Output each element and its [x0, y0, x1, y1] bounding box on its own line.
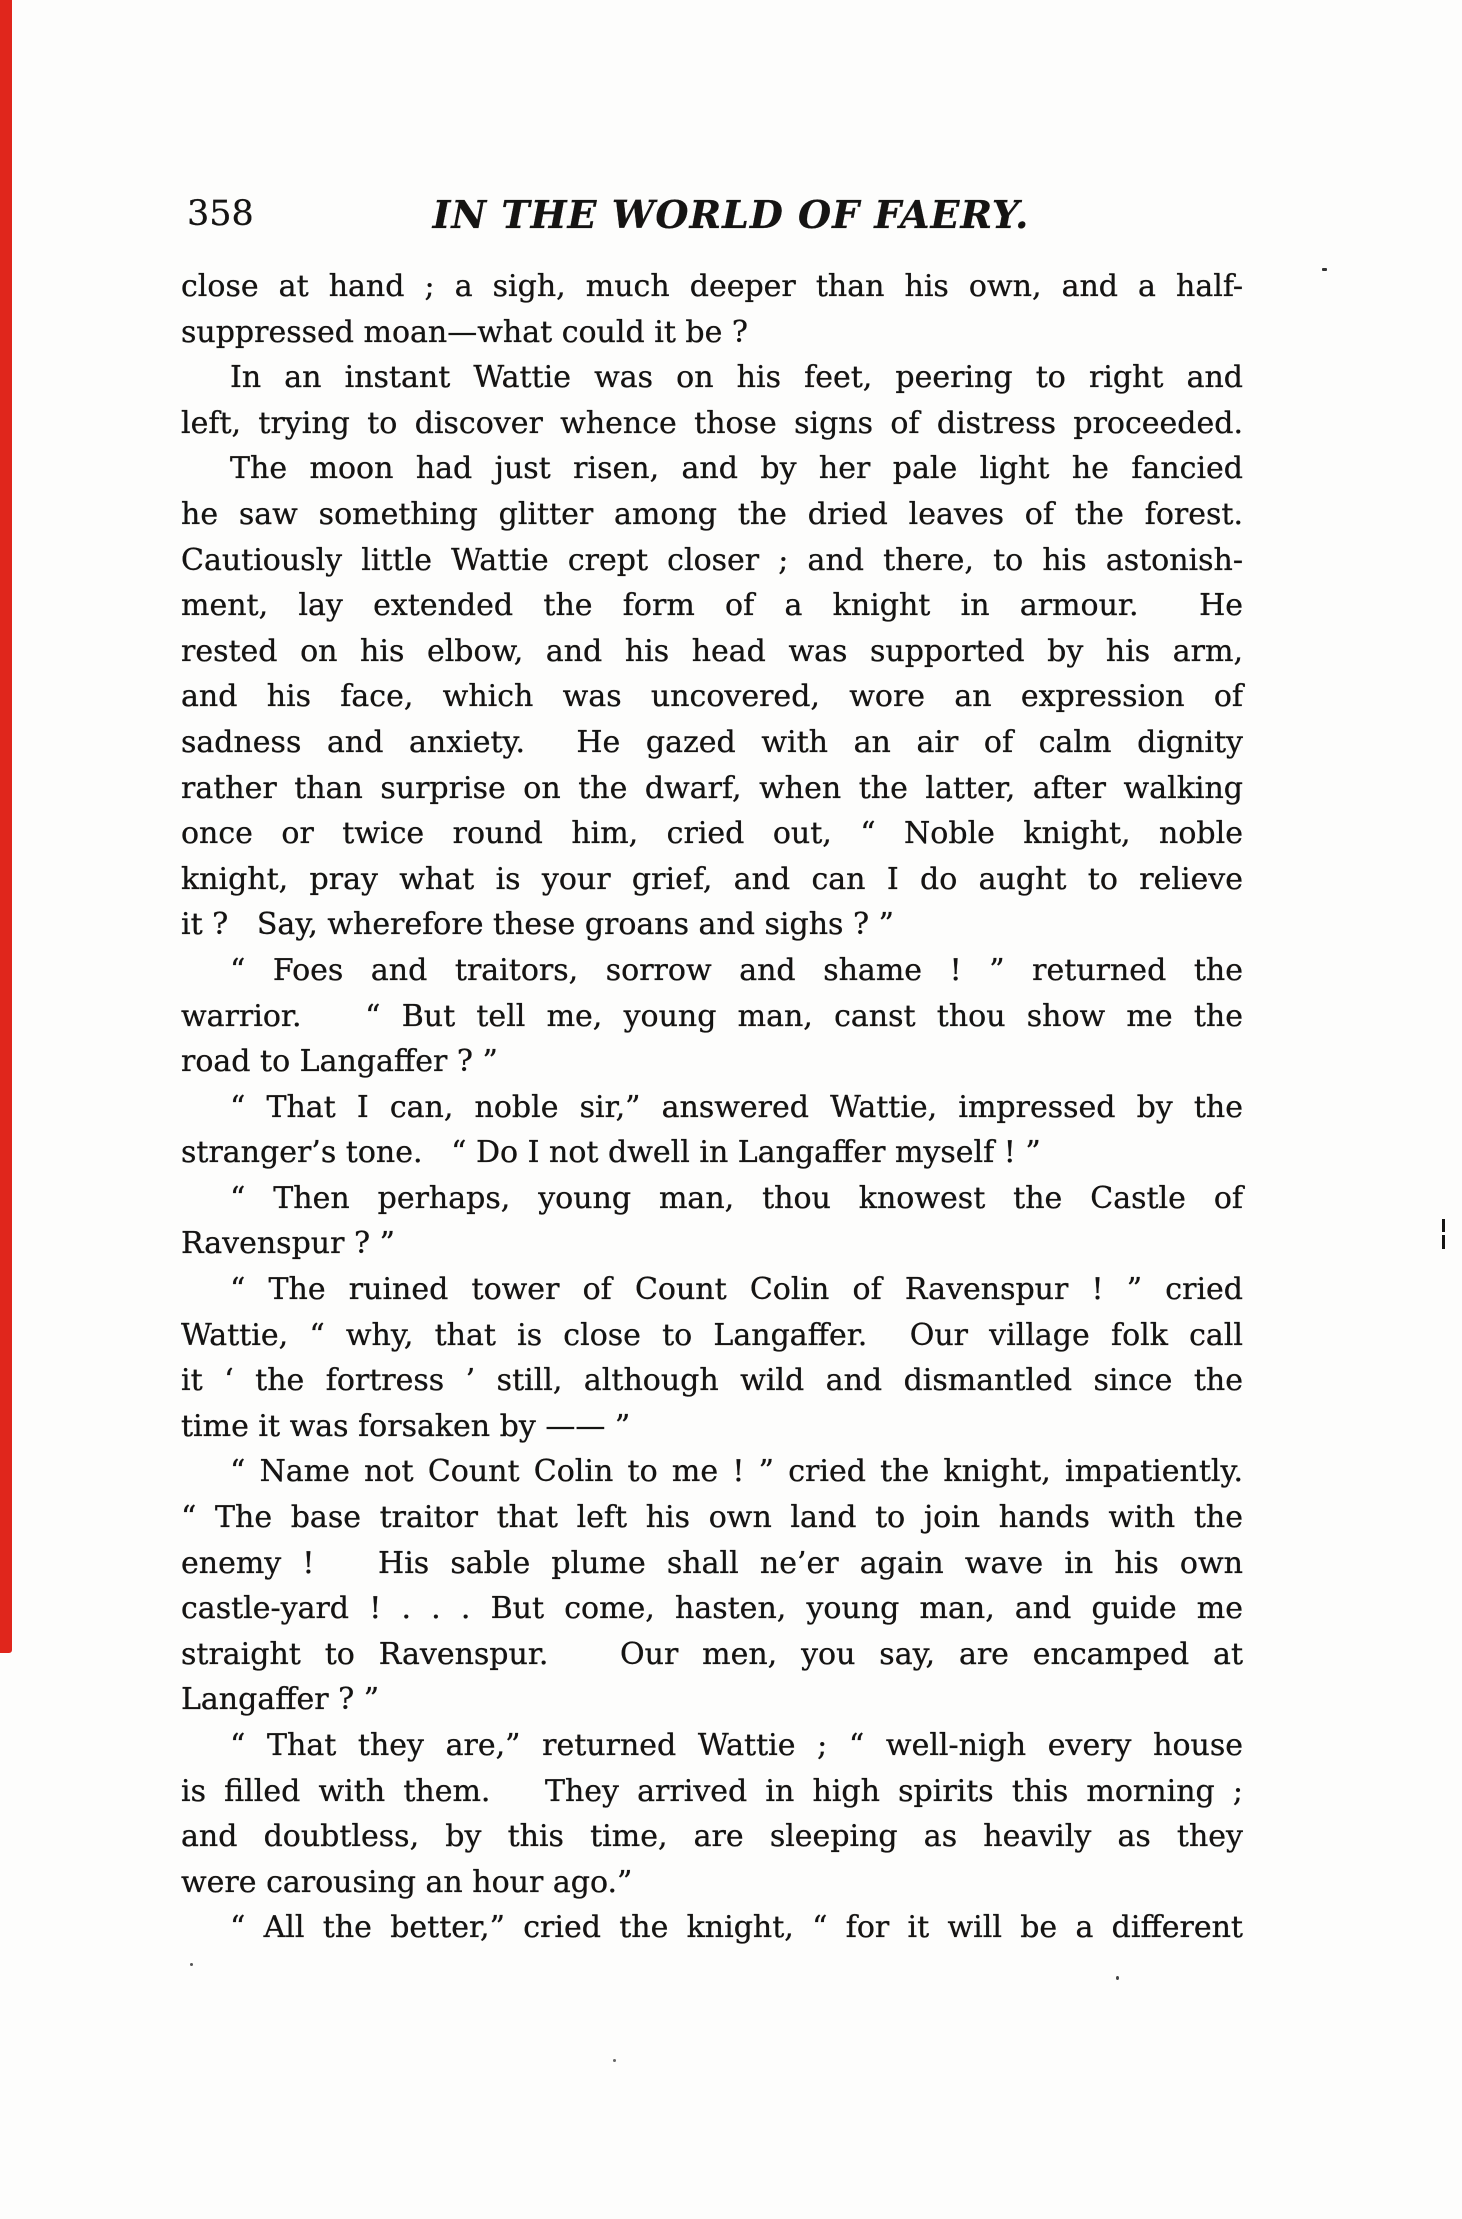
text-line: In an instant Wattie was on his feet, peering to right and	[230, 360, 1243, 396]
scan-speck	[613, 2059, 616, 2062]
margin-mark	[1442, 1219, 1445, 1249]
page-header	[0, 192, 1462, 240]
text-line: were carousing an hour ago.”	[181, 1864, 633, 1900]
text-line: “ Then perhaps, young man, thou knowest the Castle of	[230, 1180, 1243, 1216]
running-title: IN THE WORLD OF FAERY.	[432, 192, 1030, 237]
text-line: “ Foes and traitors, sorrow and shame ! ” returned the	[230, 952, 1243, 988]
text-line: “ That they are,” returned Wattie ; “ well-nigh every house	[230, 1728, 1243, 1763]
text-line: rested on his elbow, and his head was supported by his arm,	[181, 633, 1243, 669]
text-line: The moon had just risen, and by her pale light he fancied	[230, 451, 1243, 487]
text-line: Wattie, “ why, that is close to Langaffer. Our village folk call	[181, 1317, 1243, 1353]
text-line: and doubtless, by this time, are sleeping as heavily as they	[181, 1819, 1243, 1855]
text-line: it ‘ the fortress ’ still, although wild and dismantled since the	[181, 1363, 1243, 1399]
scan-speck	[1116, 1976, 1119, 1980]
text-line: “ That I can, noble sir,” answered Wattie, impressed by the	[230, 1089, 1243, 1125]
text-line: enemy ! His sable plume shall ne’er again wave in his own	[181, 1545, 1243, 1581]
text-line: Ravenspur ? ”	[181, 1226, 395, 1262]
text-line: Cautiously little Wattie crept closer ; and there, to his astonish-	[181, 542, 1243, 578]
text-line: “ The ruined tower of Count Colin of Ravenspur ! ” cried	[230, 1272, 1243, 1308]
scan-speck	[1322, 268, 1327, 271]
text-line: left, trying to discover whence those signs of distress proceeded.	[181, 405, 1243, 441]
text-line: ment, lay extended the form of a knight in armour. He	[181, 588, 1243, 624]
text-line: it ? Say, wherefore these groans and sighs ? ”	[181, 907, 894, 943]
text-line: straight to Ravenspur. Our men, you say, are encamped at	[181, 1636, 1243, 1672]
text-line: is filled with them. They arrived in high spirits this morning ;	[181, 1773, 1243, 1809]
scan-edge-red-strip	[0, 0, 12, 1653]
text-line: once or twice round him, cried out, “ Noble knight, noble	[181, 816, 1243, 852]
text-line: he saw something glitter among the dried leaves of the forest.	[181, 496, 1243, 532]
text-line: and his face, which was uncovered, wore an expression of	[181, 679, 1243, 715]
text-line: warrior. “ But tell me, young man, canst thou show me the	[181, 998, 1243, 1034]
text-line: time it was forsaken by —— ”	[181, 1408, 631, 1444]
text-line: castle-yard ! . . . But come, hasten, young man, and guide me	[181, 1591, 1243, 1627]
text-line: Langaffer ? ”	[181, 1682, 380, 1718]
text-line: rather than surprise on the dwarf, when the latter, after walking	[181, 770, 1243, 806]
text-line: stranger’s tone. “ Do I not dwell in Langaffer myself ! ”	[181, 1135, 1041, 1171]
body-text	[181, 264, 1243, 1951]
page-number: 358	[187, 194, 254, 234]
text-line: sadness and anxiety. He gazed with an air of calm dignity	[181, 724, 1243, 760]
text-line: “ Name not Count Colin to me ! ” cried the knight, impatiently.	[230, 1454, 1243, 1490]
text-line: suppressed moan—what could it be ?	[181, 314, 748, 350]
text-line: close at hand ; a sigh, much deeper than his own, and a half-	[181, 269, 1243, 304]
text-line: “ The base traitor that left his own land to join hands with the	[181, 1500, 1243, 1536]
text-line: knight, pray what is your grief, and can I do aught to relieve	[181, 861, 1243, 897]
text-line: road to Langaffer ? ”	[181, 1044, 498, 1080]
scan-speck	[190, 1963, 193, 1966]
text-line: “ All the better,” cried the knight, “ for it will be a different	[230, 1910, 1243, 1946]
